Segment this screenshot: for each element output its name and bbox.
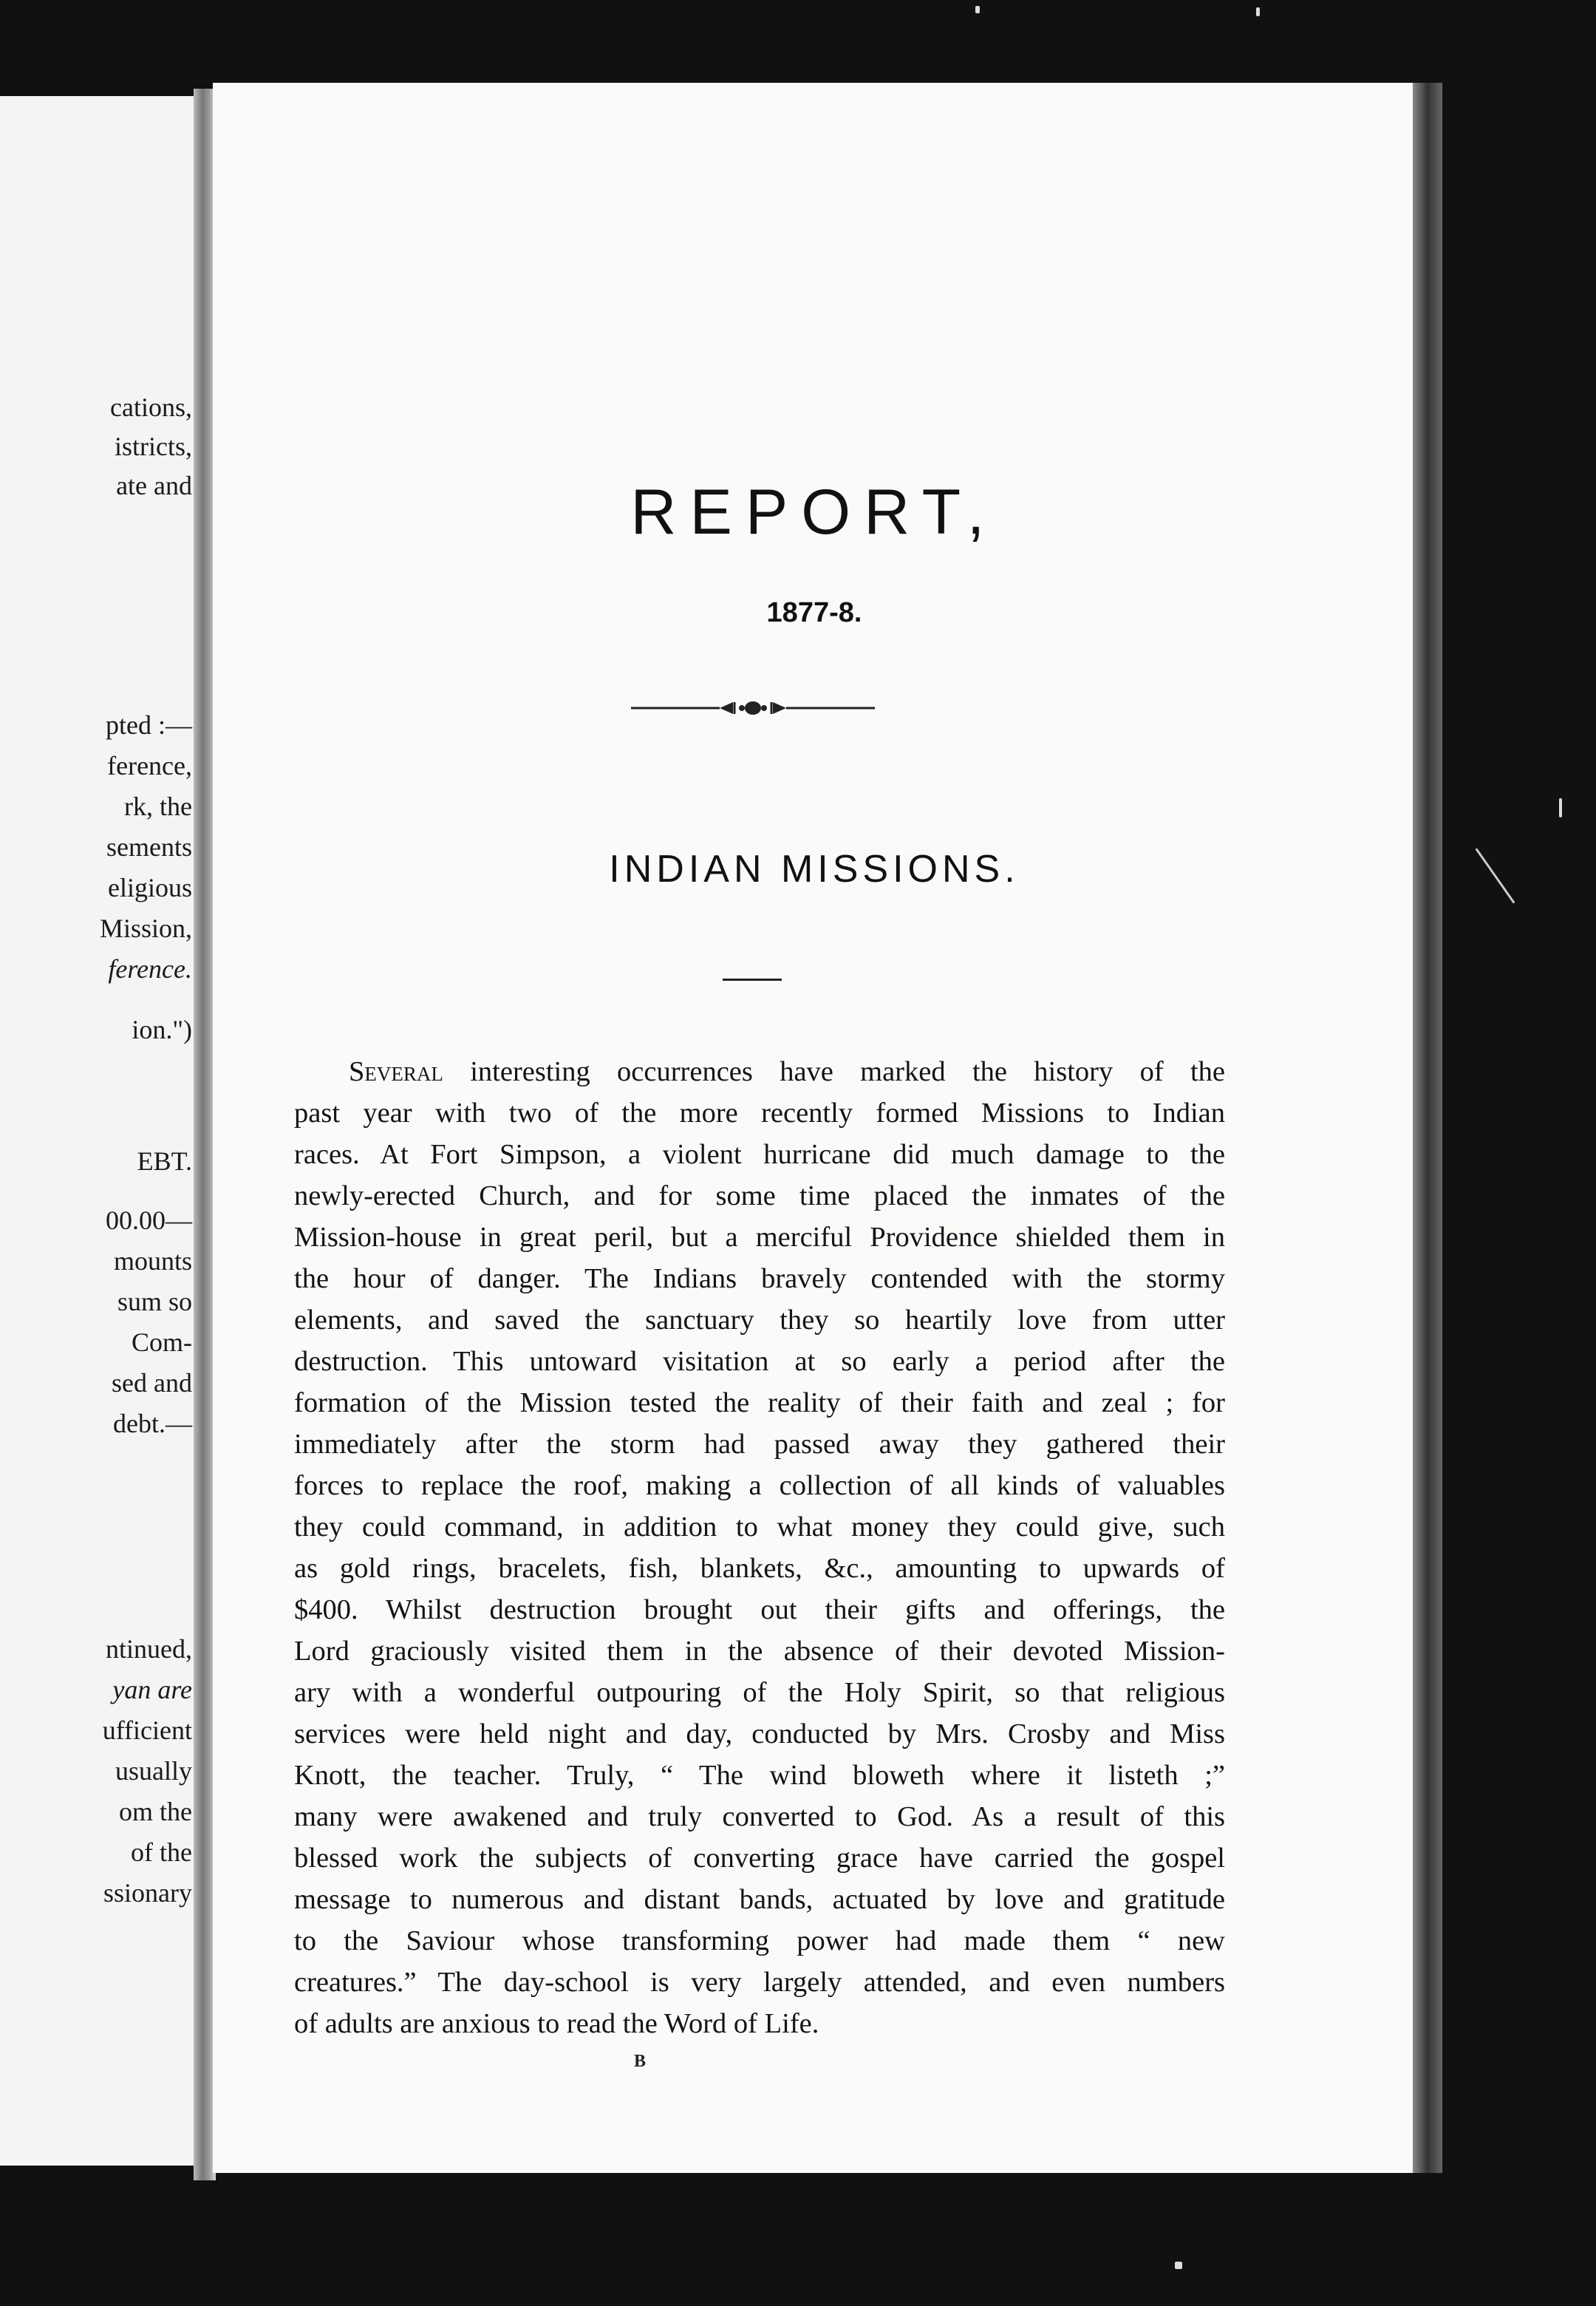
paragraph-line: past year with two of the more recently formed Missions to Indian — [294, 1098, 1225, 1129]
paragraph-line: newly-erected Church, and for some time placed the inmates of the — [294, 1180, 1225, 1211]
paragraph-line: as gold rings, bracelets, fish, blankets, &c., amounting to upwards of — [294, 1553, 1225, 1584]
left-page-line: ntinued, — [106, 1634, 192, 1664]
paragraph-line: message to numerous and distant bands, actuated by love and gratitude — [294, 1884, 1225, 1915]
film-speck — [1256, 7, 1260, 16]
report-year: 1877-8. — [766, 597, 862, 628]
left-page-line: Mission, — [99, 914, 192, 943]
signature-mark: B — [634, 2052, 647, 2071]
film-speck — [1175, 2262, 1182, 2269]
page-title: REPORT, — [630, 477, 998, 548]
left-page-line: ate and — [116, 471, 192, 500]
paragraph-line: of adults are anxious to read the Word of Life. — [294, 2008, 819, 2039]
paragraph-line: formation of the Mission tested the reality of their faith and zeal ; for — [294, 1387, 1225, 1418]
paragraph-line: $400. Whilst destruction brought out their gifts and offerings, the — [294, 1594, 1225, 1625]
left-page-line: eligious — [108, 873, 192, 902]
paragraph-line: creatures.” The day-school is very largely attended, and even numbers — [294, 1967, 1225, 1998]
left-page-line: Com- — [131, 1327, 192, 1357]
paragraph-line: Mission-house in great peril, but a merciful Providence shielded them in — [294, 1222, 1225, 1253]
film-scratch — [1475, 848, 1515, 903]
section-divider — [723, 979, 782, 981]
left-page-line: pted :— — [106, 710, 192, 740]
left-page-line: ference, — [107, 751, 192, 780]
paragraph-line: to the Saviour whose transforming power had made them “ new — [294, 1925, 1225, 1956]
paragraph-line — [294, 1051, 1225, 1092]
body-paragraph — [294, 1051, 1225, 2044]
paragraph-line: Knott, the teacher. Truly, “ The wind bloweth where it listeth ;” — [294, 1760, 1225, 1791]
paragraph-line: many were awakened and truly converted to God. As a result of this — [294, 1801, 1225, 1832]
film-speck — [1559, 798, 1562, 817]
left-page-line: rk, the — [124, 792, 192, 821]
left-page-line: sum so — [117, 1287, 192, 1316]
paragraph-line: Lord graciously visited them in the absence of their devoted Mission- — [294, 1636, 1225, 1667]
left-page-line: om the — [119, 1797, 192, 1826]
left-page-line: ference. — [108, 954, 192, 984]
paragraph-line: destruction. This untoward visitation at so early a period after the — [294, 1346, 1225, 1377]
film-speck — [975, 6, 980, 13]
page-edge-shadow — [1413, 83, 1442, 2173]
paragraph-line: they could command, in addition to what money they could give, such — [294, 1511, 1225, 1543]
paragraph-line: immediately after the storm had passed away they gathered their — [294, 1429, 1225, 1460]
left-page-line: ion.") — [132, 1015, 192, 1044]
right-page — [213, 83, 1416, 2173]
left-page-line: EBT. — [137, 1146, 192, 1176]
left-page-line: 00.00— — [106, 1205, 192, 1235]
paragraph-line: the hour of danger. The Indians bravely contended with the stormy — [294, 1263, 1225, 1294]
left-page-line: of the — [131, 1837, 192, 1867]
paragraph-line: forces to replace the roof, making a collection of all kinds of valuables — [294, 1470, 1225, 1501]
paragraph-line-text: interesting occurrences have marked the history of the — [443, 1056, 1225, 1087]
left-page-line: mounts — [113, 1246, 192, 1276]
left-page-line: sed and — [112, 1368, 192, 1398]
left-page-line: istricts, — [115, 432, 192, 461]
left-page-line: debt.— — [113, 1409, 192, 1438]
left-page-line: ssionary — [103, 1878, 192, 1908]
lead-word: Several — [349, 1056, 443, 1087]
left-page-line: cations, — [110, 392, 192, 422]
paragraph-line: blessed work the subjects of converting grace have carried the gospel — [294, 1843, 1225, 1874]
paragraph-line: races. At Fort Simpson, a violent hurricane did much damage to the — [294, 1139, 1225, 1170]
left-page-line: usually — [115, 1756, 192, 1786]
paragraph-line: elements, and saved the sanctuary they so heartily love from utter — [294, 1305, 1225, 1336]
left-page-line: yan are — [112, 1675, 192, 1704]
ornamental-rule — [631, 695, 875, 721]
left-page-line: ufficient — [102, 1715, 192, 1745]
section-heading: INDIAN MISSIONS. — [609, 848, 1020, 891]
left-page-line: sements — [106, 832, 192, 862]
left-page-fragment — [0, 96, 201, 2166]
paragraph-line: services were held night and day, conducted by Mrs. Crosby and Miss — [294, 1718, 1225, 1749]
paragraph-line: ary with a wonderful outpouring of the Holy Spirit, so that religious — [294, 1677, 1225, 1708]
